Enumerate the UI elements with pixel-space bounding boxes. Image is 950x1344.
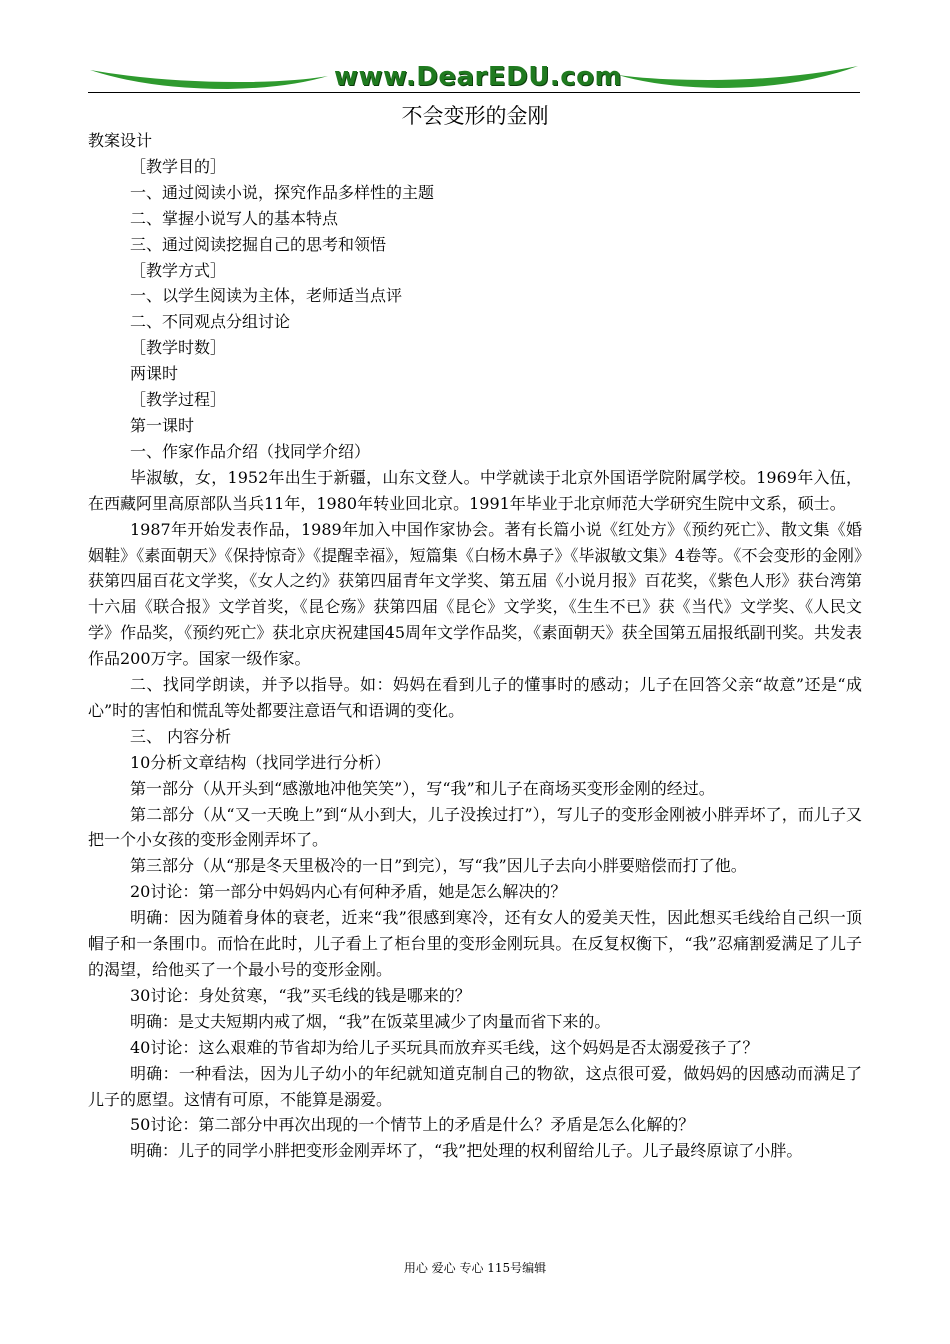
body-paragraph: ［教学方式］ <box>130 260 227 280</box>
body-paragraph: 30讨论：身处贫寒，“我”买毛线的钱是哪来的？ <box>130 985 471 1005</box>
document-title: 不会变形的金刚 <box>401 104 549 128</box>
body-paragraph: 50讨论：第二部分中再次出现的一个情节上的矛盾是什么？矛盾是怎么化解的？ <box>130 1115 695 1135</box>
body-paragraph: 教案设计 <box>88 131 153 150</box>
site-header-banner <box>88 60 860 100</box>
page-footer: 用心 爱心 专心 115号编辑 <box>403 1261 547 1275</box>
body-paragraph: 三、通过阅读挖掘自己的思考和领悟 <box>130 234 387 254</box>
body-paragraph: 10分析文章结构（找同学进行分析） <box>130 752 391 772</box>
body-paragraph: ［教学目的］ <box>130 156 227 176</box>
body-paragraph: 一、通过阅读小说，探究作品多样性的主题 <box>130 182 435 202</box>
body-paragraph: 第一课时 <box>130 415 195 435</box>
body-paragraph: 三、 内容分析 <box>130 726 232 746</box>
body-paragraph: 两课时 <box>130 364 179 384</box>
body-paragraph: 二、找同学朗读，并予以指导。如：妈妈在看到儿子的懂事时的感动；儿子在回答父亲“故意”还是“成心”时的害怕和慌乱等处都要注意语气和语调的变化。 <box>88 675 862 720</box>
body-paragraph: 1987年开始发表作品，1989年加入中国作家协会。著有长篇小说《红处方》《预约死亡》、散文集《婚姻鞋》《素面朝天》《保持惊奇》《提醒幸福》，短篇集《白杨木鼻子》《毕淑敏文集》4卷等。《不会变形的金刚》获第四届百花文学奖，《女人之约》获第四届青年文学奖、第五届《小说月报》百花奖，《紫色人形》获台湾第十六届《联合报》文学首奖，《昆仑殇》获第四届《昆仑》文学奖，《生生不已》获《当代》文学奖、《人民文学》作品奖，《预约死亡》获北京庆祝建国45周年文学作品奖，《素面朝天》获全国第五届报纸副刊奖。共发表作品200万字。国家一级作家。 <box>88 519 862 669</box>
body-paragraph: 一、以学生阅读为主体，老师适当点评 <box>130 286 403 306</box>
body-paragraph: 一、作家作品介绍（找同学介绍） <box>130 441 371 461</box>
body-paragraph: 明确：是丈夫短期内戒了烟，“我”在饭菜里减少了肉量而省下来的。 <box>130 1011 611 1031</box>
body-paragraph: ［教学过程］ <box>130 390 227 410</box>
body-paragraph: 20讨论：第一部分中妈妈内心有何种矛盾，她是怎么解决的？ <box>130 882 567 902</box>
body-paragraph: 明确：儿子的同学小胖把变形金刚弄坏了，“我”把处理的权利留给儿子。儿子最终原谅了小胖。 <box>130 1141 803 1161</box>
body-paragraph: 第三部分（从“那是冬天里极冷的一日”到完），写“我”因儿子去向小胖要赔偿而打了他。 <box>130 856 747 876</box>
body-paragraph: 二、掌握小说写人的基本特点 <box>130 208 339 228</box>
body-paragraph: 毕淑敏，女，1952年出生于新疆，山东文登人。中学就读于北京外国语学院附属学校。1969年入伍，在西藏阿里高原部队当兵11年，1980年转业回北京。1991年毕业于北京师范大学研究生院中文系，硕士。 <box>88 467 862 513</box>
document-body <box>88 128 862 1164</box>
body-paragraph: 第一部分（从开头到“感激地冲他笑笑”），写“我”和儿子在商场买变形金刚的经过。 <box>130 778 715 798</box>
body-paragraph: 二、不同观点分组讨论 <box>130 312 291 332</box>
body-paragraph: 第二部分（从“又一天晚上”到“从小到大，儿子没挨过打”），写儿子的变形金刚被小胖弄坏了，而儿子又把一个小女孩的变形金刚弄坏了。 <box>88 804 862 850</box>
body-paragraph: 40讨论：这么艰难的节省却为给儿子买玩具而放弃买毛线，这个妈妈是否太溺爱孩子了？ <box>130 1037 759 1057</box>
header-rule <box>88 92 860 93</box>
body-paragraph: ［教学时数］ <box>130 338 227 358</box>
site-brand: www.DearEDU.com <box>334 62 623 92</box>
body-paragraph: 明确：一种看法，因为儿子幼小的年纪就知道克制自己的物欲，这点很可爱，做妈妈的因感动而满足了儿子的愿望。这情有可原，不能算是溺爱。 <box>88 1063 862 1109</box>
body-paragraph: 明确：因为随着身体的衰老，近来“我”很感到寒冷，还有女人的爱美天性，因此想买毛线给自己织一顶帽子和一条围巾。而恰在此时，儿子看上了柜台里的变形金刚玩具。在反复权衡下，“我”忍痛割爱满足了儿子的渴望，给他买了一个最小号的变形金刚。 <box>88 908 862 979</box>
